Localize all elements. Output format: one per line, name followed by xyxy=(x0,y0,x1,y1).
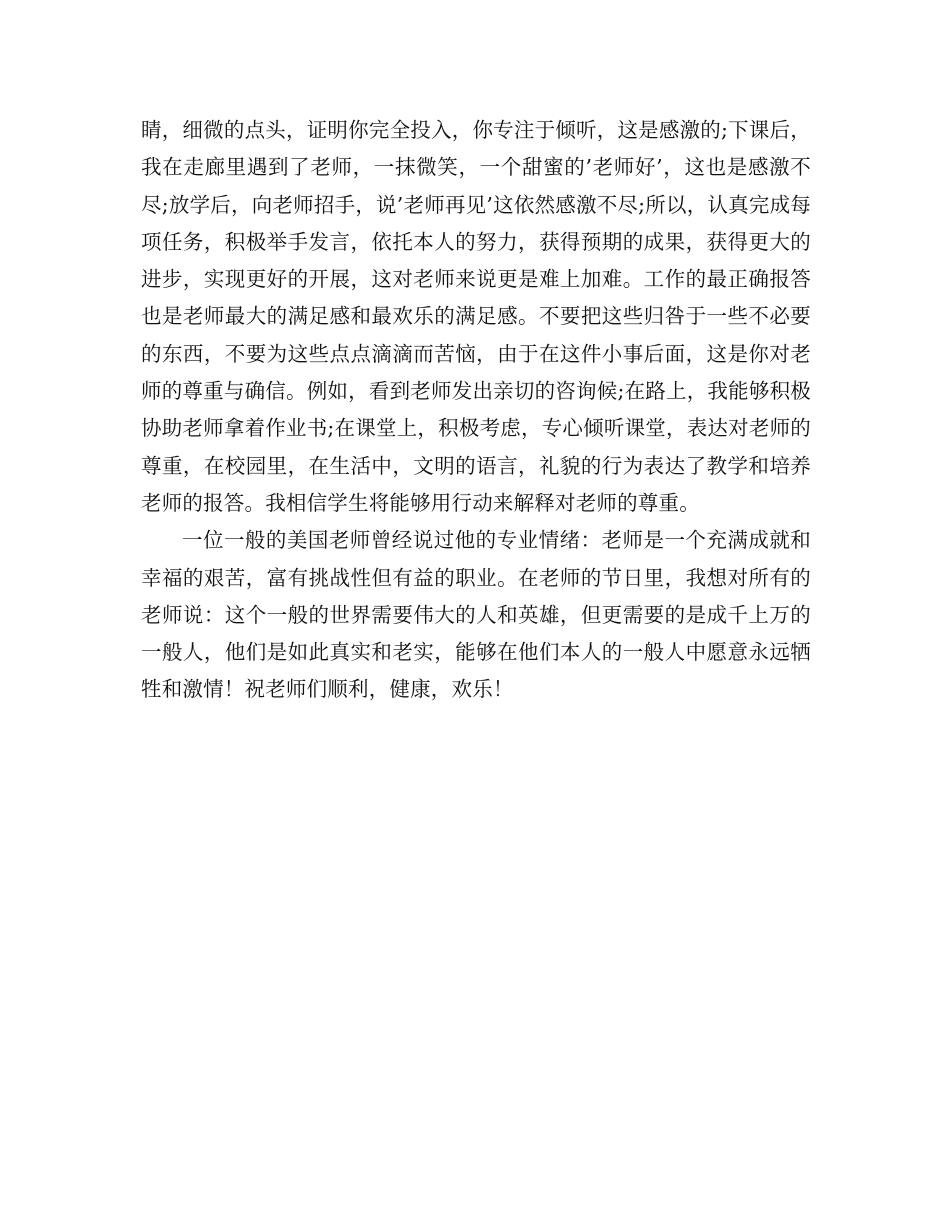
paragraph-1: 睛，细微的点头，证明你完全投入，你专注于倾听，这是感激的;下课后，我在走廊里遇到了老师，一抹微笑，一个甜蜜的’老师好’，这也是感激不尽;放学后，向老师招手，说’老师再见’这依然感激不尽;所以，认真完成每项任务，积极举手发言，依托本人的努力，获得预期的成果，获得更大的进步，实现更好的开展，这对老师来说更是难上加难。工作的最正确报答也是老师最大的满足感和最欢乐的满足感。不要把这些归咎于一些不必要的东西，不要为这些点点滴滴而苦恼，由于在这件小事后面，这是你对老师的尊重与确信。例如，看到老师发出亲切的咨询候;在路上，我能够积极协助老师拿着作业书;在课堂上，积极考虑，专心倾听课堂，表达对老师的尊重，在校园里，在生活中，文明的语言，礼貌的行为表达了教学和培养老师的报答。我相信学生将能够用行动来解释对老师的尊重。 xyxy=(141,118,811,515)
paragraph-2: 一位一般的美国老师曾经说过他的专业情绪：老师是一个充满成就和幸福的艰苦，富有挑战性但有益的职业。在老师的节日里，我想对所有的老师说：这个一般的世界需要伟大的人和英雄，但更需要的是成千上万的一般人，他们是如此真实和老实，能够在他们本人的一般人中愿意永远牺牲和激情！祝老师们顺利，健康，欢乐！ xyxy=(141,528,811,702)
document-body xyxy=(141,112,811,709)
